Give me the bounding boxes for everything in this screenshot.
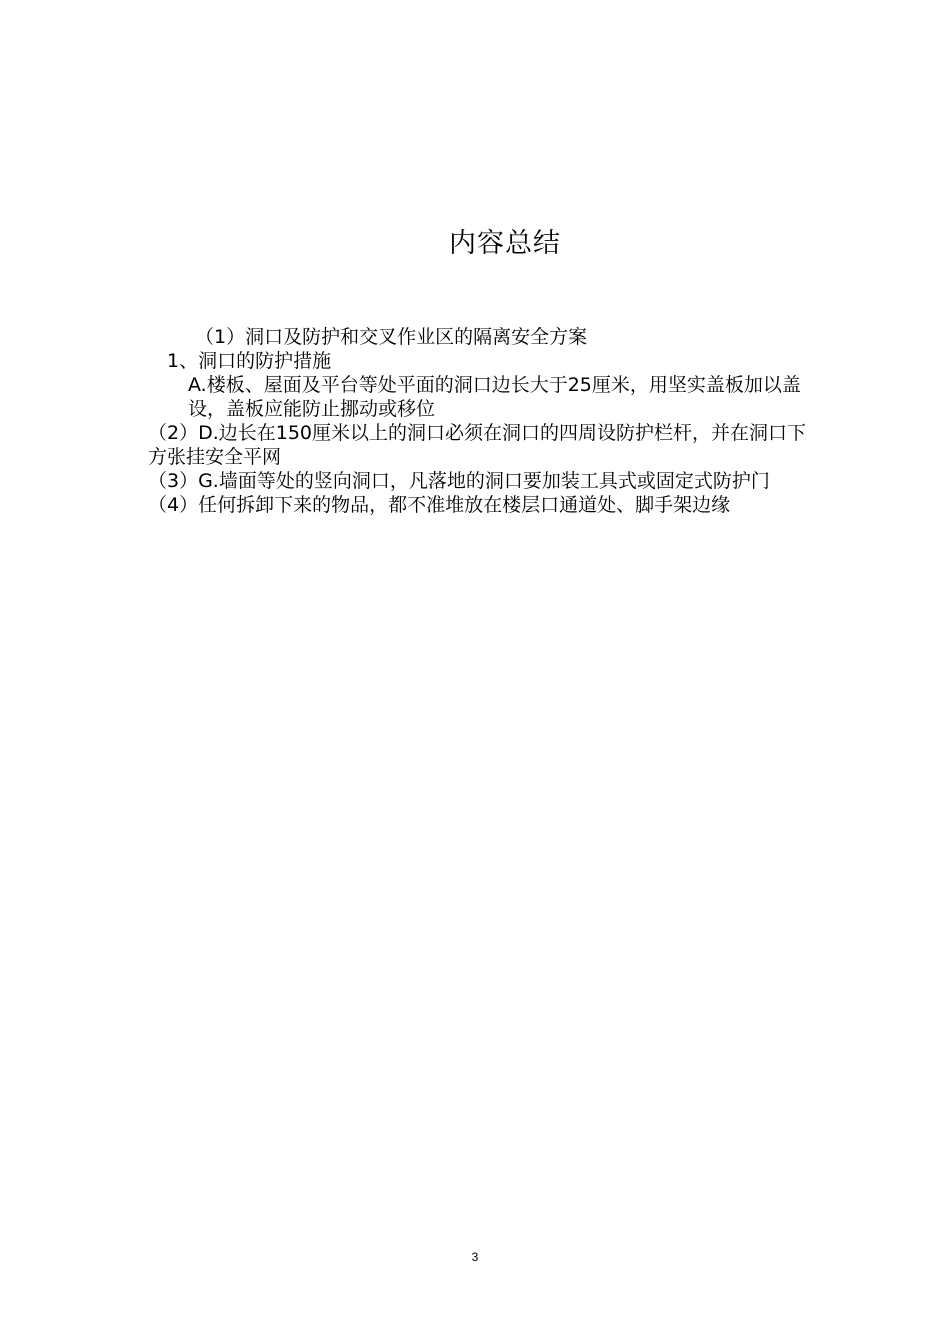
paragraph-item-a: A.楼板、屋面及平台等处平面的洞口边长大于25厘米，用坚实盖板加以盖设，盖板应能防止挪动或移位	[188, 374, 801, 420]
page-number: 3	[471, 1250, 479, 1264]
document-body	[148, 325, 808, 517]
paragraph-section-1-heading: （1）洞口及防护和交叉作业区的隔离安全方案	[195, 326, 588, 348]
paragraph-item-4: （4）任何拆卸下来的物品，都不准堆放在楼层口通道处、脚手架边缘	[148, 494, 731, 516]
page-title: 内容总结	[449, 228, 561, 259]
paragraph-item-3: （3）G.墙面等处的竖向洞口，凡落地的洞口要加装工具式或固定式防护门	[148, 470, 770, 492]
paragraph-item-2: （2）D.边长在150厘米以上的洞口必须在洞口的四周设防护栏杆，并在洞口下方张挂安全平网	[148, 422, 807, 468]
paragraph-subheading-protection-measures: 1、洞口的防护措施	[167, 350, 332, 372]
